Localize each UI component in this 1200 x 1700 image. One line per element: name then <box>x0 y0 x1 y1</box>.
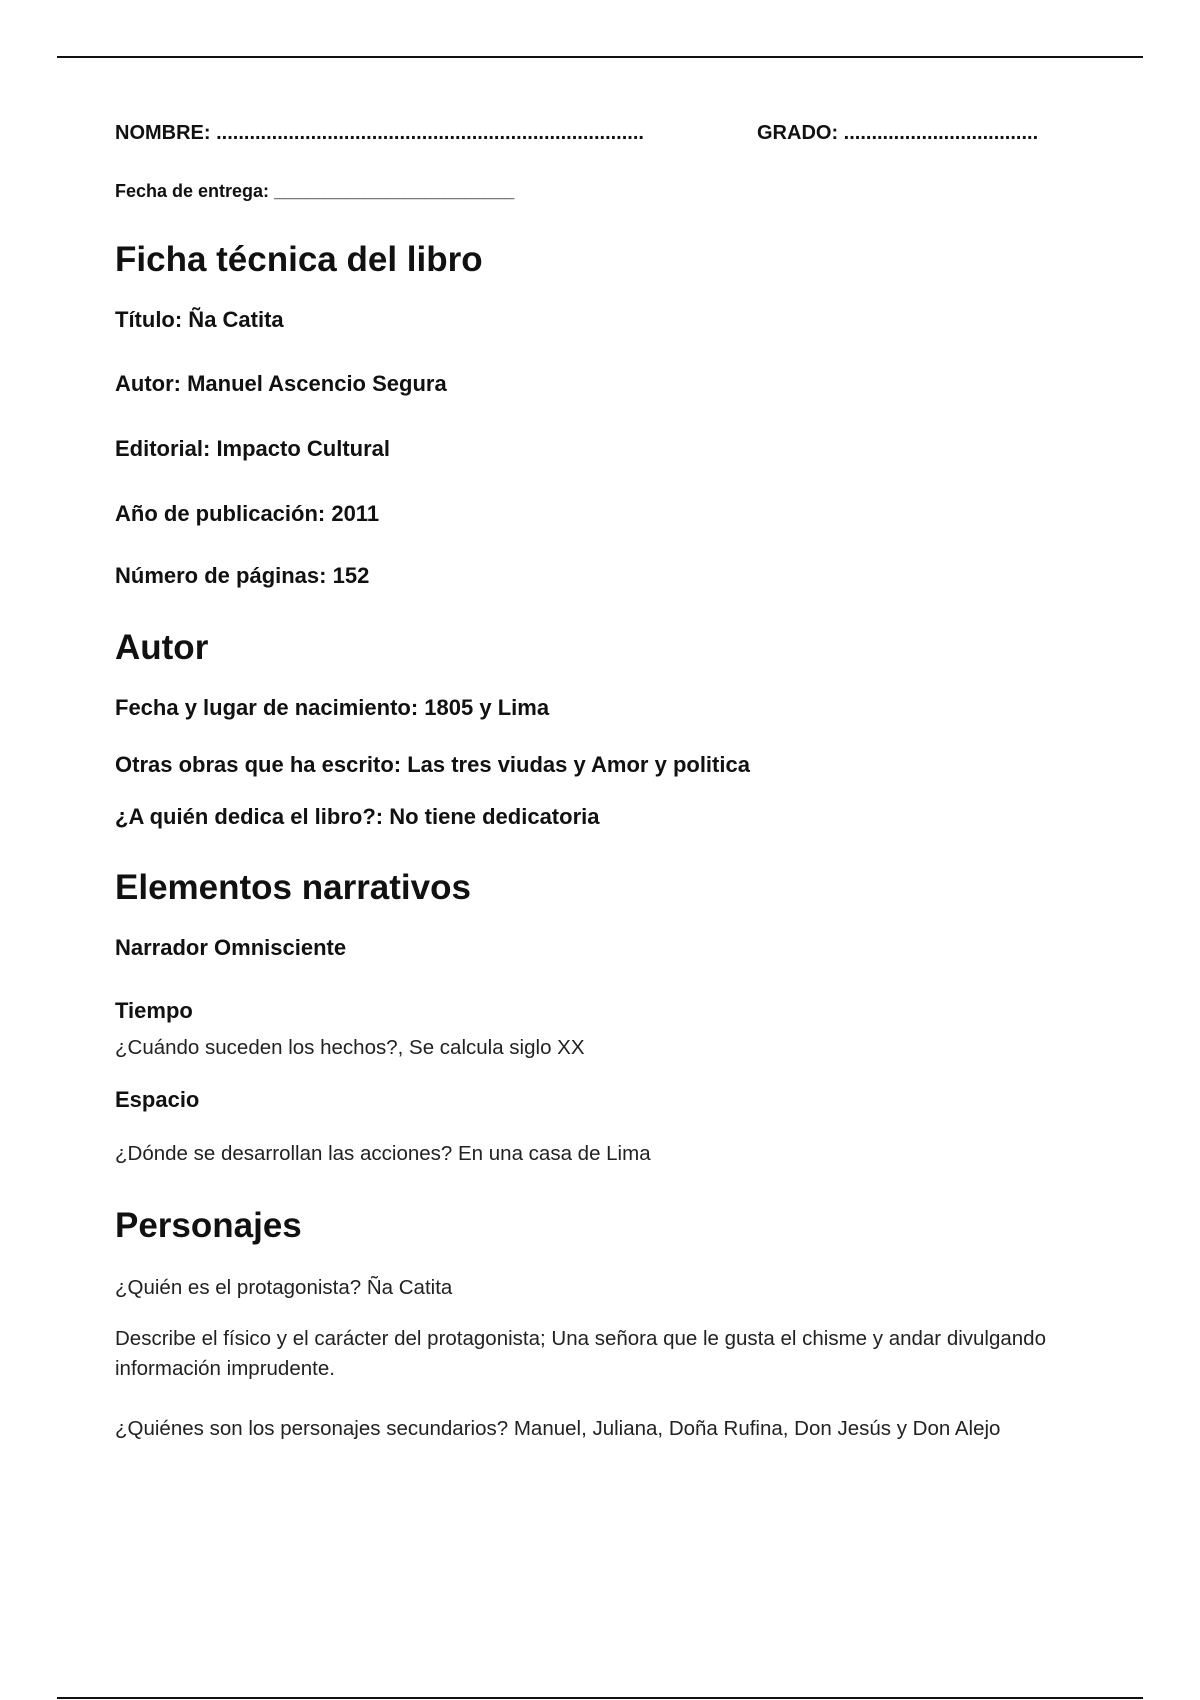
personajes-heading: Personajes <box>115 1206 302 1245</box>
nombre-field: NOMBRE: ............................................................................. <box>115 122 644 144</box>
elementos-tiempo-label: Tiempo <box>115 998 193 1023</box>
elementos-tiempo-text: ¿Cuándo suceden los hechos?, Se calcula siglo XX <box>115 1036 585 1059</box>
ficha-heading: Ficha técnica del libro <box>115 240 483 279</box>
grado-field: GRADO: ................................... <box>757 122 1039 144</box>
personajes-secundarios: ¿Quiénes son los personajes secundarios? Manuel, Juliana, Doña Rufina, Don Jesús y Don Alejo <box>115 1417 1001 1440</box>
elementos-espacio-text: ¿Dónde se desarrollan las acciones? En una casa de Lima <box>115 1142 651 1165</box>
ficha-autor: Autor: Manuel Ascencio Segura <box>115 371 447 396</box>
bottom-divider <box>57 1697 1143 1699</box>
ficha-editorial: Editorial: Impacto Cultural <box>115 436 391 461</box>
autor-nacimiento: Fecha y lugar de nacimiento: 1805 y Lima <box>115 695 550 720</box>
autor-dedicatoria: ¿A quién dedica el libro?: No tiene dedicatoria <box>115 804 600 829</box>
personajes-describe: Describe el físico y el carácter del protagonista; Una señora que le gusta el chisme y andar divulgando información imprudente. <box>115 1327 1046 1380</box>
elementos-espacio-label: Espacio <box>115 1087 200 1112</box>
ficha-paginas: Número de páginas: 152 <box>115 563 370 588</box>
autor-otras-obras: Otras obras que ha escrito: Las tres viudas y Amor y politica <box>115 752 750 777</box>
elementos-heading: Elementos narrativos <box>115 868 471 907</box>
fecha-entrega-field: Fecha de entrega: ________________________ <box>115 181 515 201</box>
ficha-anio: Año de publicación: 2011 <box>115 501 380 526</box>
top-divider <box>57 56 1143 58</box>
personajes-protagonista: ¿Quién es el protagonista? Ña Catita <box>115 1276 453 1299</box>
elementos-narrador: Narrador Omnisciente <box>115 935 347 960</box>
autor-heading: Autor <box>115 628 209 667</box>
ficha-titulo: Título: Ña Catita <box>115 307 284 332</box>
